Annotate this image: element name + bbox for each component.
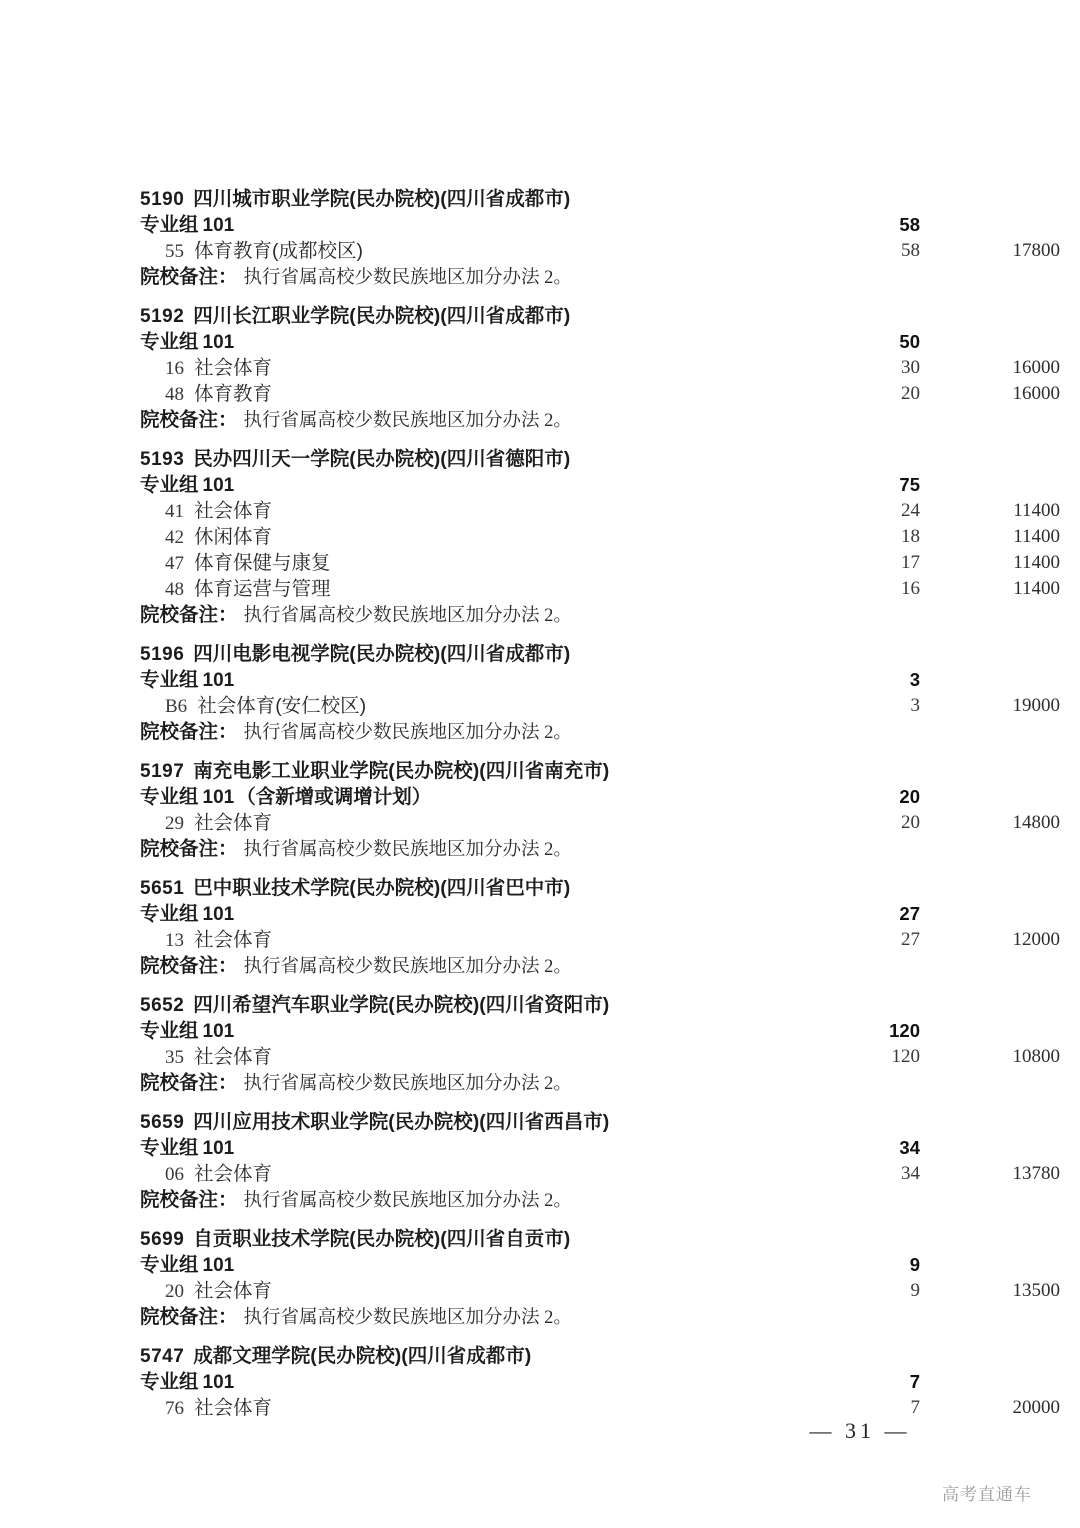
major-tuition-fee: 16000 bbox=[1012, 357, 1060, 378]
major-code: 42 bbox=[165, 527, 184, 548]
school-code: 5699 bbox=[140, 1229, 185, 1250]
major-row bbox=[140, 810, 1060, 836]
major-group-label: 专业组 bbox=[140, 903, 199, 925]
major-group-code: 101 bbox=[202, 1372, 235, 1393]
school-block bbox=[140, 1109, 1060, 1213]
major-group-row bbox=[140, 1135, 960, 1161]
school-block bbox=[140, 992, 1060, 1096]
major-plan-count: 18 bbox=[901, 526, 920, 547]
major-tuition-fee: 19000 bbox=[1012, 695, 1060, 716]
major-plan-count: 3 bbox=[910, 695, 920, 716]
group-total-plan: 20 bbox=[899, 786, 920, 807]
major-group-label: 专业组 bbox=[140, 474, 199, 496]
school-code: 5659 bbox=[140, 1112, 185, 1133]
major-plan-count: 58 bbox=[901, 240, 920, 261]
major-tuition-fee: 10800 bbox=[1012, 1046, 1060, 1067]
group-total-plan: 34 bbox=[899, 1137, 920, 1158]
school-header bbox=[140, 186, 960, 212]
major-tuition-fee: 11400 bbox=[1013, 552, 1060, 573]
major-code: 20 bbox=[165, 1281, 184, 1302]
major-code: 48 bbox=[165, 579, 184, 600]
major-group-code: 101 bbox=[202, 215, 235, 236]
school-header bbox=[140, 875, 960, 901]
major-group-code: 101 bbox=[202, 670, 235, 691]
major-group-label: 专业组 bbox=[140, 786, 199, 808]
group-total-plan: 9 bbox=[909, 1254, 920, 1275]
school-remark-text: 执行省属高校少数民族地区加分办法 2。 bbox=[243, 1074, 572, 1094]
school-block bbox=[140, 186, 1060, 290]
major-code: 13 bbox=[165, 930, 184, 951]
major-plan-count: 17 bbox=[901, 552, 920, 573]
school-remark-text: 执行省属高校少数民族地区加分办法 2。 bbox=[243, 723, 572, 743]
major-group-row bbox=[140, 329, 960, 355]
school-code: 5192 bbox=[140, 306, 185, 327]
school-remark-text: 执行省属高校少数民族地区加分办法 2。 bbox=[243, 840, 572, 860]
major-plan-count: 7 bbox=[910, 1397, 920, 1418]
group-total-plan: 120 bbox=[889, 1020, 920, 1041]
school-block bbox=[140, 875, 1060, 979]
major-name: 社会体育 bbox=[194, 500, 273, 522]
major-tuition-fee: 14800 bbox=[1012, 812, 1060, 833]
school-remark-row bbox=[140, 1187, 960, 1213]
major-code: 29 bbox=[165, 813, 184, 834]
major-tuition-fee: 20000 bbox=[1012, 1397, 1060, 1418]
school-remark-label: 院校备注： bbox=[140, 604, 238, 626]
school-block bbox=[140, 1343, 1060, 1421]
major-group-code: 101 bbox=[202, 787, 235, 808]
school-header bbox=[140, 992, 960, 1018]
major-row bbox=[140, 1278, 1060, 1304]
major-name: 社会体育 bbox=[194, 1046, 273, 1068]
major-name: 社会体育 bbox=[194, 812, 273, 834]
school-name: 成都文理学院(民办院校)(四川省成都市) bbox=[193, 1345, 532, 1367]
major-name: 体育教育 bbox=[194, 383, 273, 405]
school-remark-row bbox=[140, 1070, 960, 1096]
group-total-plan: 7 bbox=[909, 1371, 920, 1392]
major-tuition-fee: 11400 bbox=[1013, 578, 1060, 599]
school-name: 四川应用技术职业学院(民办院校)(四川省西昌市) bbox=[193, 1111, 610, 1133]
group-total-plan: 3 bbox=[909, 669, 920, 690]
major-plan-count: 27 bbox=[901, 929, 920, 950]
group-total-plan: 50 bbox=[899, 331, 920, 352]
major-group-row bbox=[140, 784, 960, 810]
school-code: 5190 bbox=[140, 189, 185, 210]
school-header bbox=[140, 758, 960, 784]
major-group-note: （含新增或调增计划） bbox=[236, 786, 432, 808]
major-group-code: 101 bbox=[202, 1138, 235, 1159]
major-group-code: 101 bbox=[202, 1255, 235, 1276]
school-code: 5193 bbox=[140, 449, 185, 470]
major-name: 社会体育 bbox=[194, 1397, 273, 1419]
school-remark-row bbox=[140, 407, 960, 433]
school-header bbox=[140, 446, 960, 472]
major-plan-count: 9 bbox=[910, 1280, 920, 1301]
school-remark-row bbox=[140, 836, 960, 862]
major-name: 体育教育(成都校区) bbox=[194, 240, 363, 262]
major-row bbox=[140, 550, 1060, 576]
major-group-label: 专业组 bbox=[140, 1020, 199, 1042]
school-remark-text: 执行省属高校少数民族地区加分办法 2。 bbox=[243, 268, 572, 288]
major-group-row bbox=[140, 1018, 960, 1044]
school-header bbox=[140, 641, 960, 667]
major-name: 社会体育 bbox=[194, 1163, 273, 1185]
major-tuition-fee: 11400 bbox=[1013, 500, 1060, 521]
major-row bbox=[140, 238, 1060, 264]
school-name: 民办四川天一学院(民办院校)(四川省德阳市) bbox=[193, 448, 571, 470]
school-remark-label: 院校备注： bbox=[140, 955, 238, 977]
major-group-label: 专业组 bbox=[140, 331, 199, 353]
school-remark-label: 院校备注： bbox=[140, 266, 238, 288]
school-code: 5747 bbox=[140, 1346, 185, 1367]
school-name: 四川城市职业学院(民办院校)(四川省成都市) bbox=[193, 188, 571, 210]
major-group-code: 101 bbox=[202, 332, 235, 353]
major-group-row bbox=[140, 1252, 960, 1278]
school-remark-text: 执行省属高校少数民族地区加分办法 2。 bbox=[243, 957, 572, 977]
major-name: 社会体育 bbox=[194, 929, 273, 951]
school-remark-label: 院校备注： bbox=[140, 1189, 238, 1211]
major-row bbox=[140, 355, 1060, 381]
school-remark-text: 执行省属高校少数民族地区加分办法 2。 bbox=[243, 1308, 572, 1328]
major-plan-count: 120 bbox=[891, 1046, 920, 1067]
school-remark-row bbox=[140, 264, 960, 290]
major-tuition-fee: 13780 bbox=[1012, 1163, 1060, 1184]
major-tuition-fee: 11400 bbox=[1013, 526, 1060, 547]
major-group-row bbox=[140, 212, 960, 238]
school-code: 5652 bbox=[140, 995, 185, 1016]
school-remark-text: 执行省属高校少数民族地区加分办法 2。 bbox=[243, 606, 572, 626]
major-row bbox=[140, 498, 1060, 524]
school-name: 四川长江职业学院(民办院校)(四川省成都市) bbox=[193, 305, 571, 327]
major-code: 55 bbox=[165, 241, 184, 262]
school-remark-row bbox=[140, 1304, 960, 1330]
school-remark-row bbox=[140, 602, 960, 628]
school-name: 巴中职业技术学院(民办院校)(四川省巴中市) bbox=[193, 877, 571, 899]
major-row bbox=[140, 1044, 1060, 1070]
school-remark-label: 院校备注： bbox=[140, 721, 238, 743]
school-block bbox=[140, 303, 1060, 433]
school-block bbox=[140, 758, 1060, 862]
watermark: 高考直通车 bbox=[942, 1485, 1032, 1504]
school-name: 自贡职业技术学院(民办院校)(四川省自贡市) bbox=[193, 1228, 571, 1250]
major-plan-count: 20 bbox=[901, 812, 920, 833]
major-tuition-fee: 12000 bbox=[1012, 929, 1060, 950]
major-group-label: 专业组 bbox=[140, 1254, 199, 1276]
major-plan-count: 34 bbox=[901, 1163, 920, 1184]
group-total-plan: 58 bbox=[899, 214, 920, 235]
major-tuition-fee: 17800 bbox=[1012, 240, 1060, 261]
major-name: 体育运营与管理 bbox=[194, 578, 331, 600]
major-group-label: 专业组 bbox=[140, 214, 199, 236]
school-block bbox=[140, 641, 1060, 745]
group-total-plan: 75 bbox=[899, 474, 920, 495]
major-code: 41 bbox=[165, 501, 184, 522]
school-header bbox=[140, 1226, 960, 1252]
major-code: 35 bbox=[165, 1047, 184, 1068]
school-remark-label: 院校备注： bbox=[140, 1306, 238, 1328]
school-remark-text: 执行省属高校少数民族地区加分办法 2。 bbox=[243, 1191, 572, 1211]
major-code: 16 bbox=[165, 358, 184, 379]
school-remark-label: 院校备注： bbox=[140, 409, 238, 431]
major-code: 06 bbox=[165, 1164, 184, 1185]
major-row bbox=[140, 927, 1060, 953]
major-name: 社会体育(安仁校区) bbox=[197, 695, 367, 717]
major-plan-count: 24 bbox=[901, 500, 920, 521]
school-remark-label: 院校备注： bbox=[140, 1072, 238, 1094]
major-code: B6 bbox=[165, 696, 188, 717]
school-block bbox=[140, 446, 1060, 628]
group-total-plan: 27 bbox=[899, 903, 920, 924]
major-row bbox=[140, 693, 1060, 719]
major-group-label: 专业组 bbox=[140, 1137, 199, 1159]
school-header bbox=[140, 1109, 960, 1135]
major-code: 76 bbox=[165, 1398, 184, 1419]
school-name: 四川电影电视学院(民办院校)(四川省成都市) bbox=[193, 643, 571, 665]
major-name: 社会体育 bbox=[194, 357, 273, 379]
major-name: 休闲体育 bbox=[194, 526, 273, 548]
major-plan-count: 16 bbox=[901, 578, 920, 599]
school-header bbox=[140, 1343, 960, 1369]
major-group-code: 101 bbox=[202, 904, 235, 925]
major-group-code: 101 bbox=[202, 1021, 235, 1042]
major-group-row bbox=[140, 1369, 960, 1395]
major-group-code: 101 bbox=[202, 475, 235, 496]
school-header bbox=[140, 303, 960, 329]
school-name: 四川希望汽车职业学院(民办院校)(四川省资阳市) bbox=[193, 994, 610, 1016]
school-block bbox=[140, 1226, 1060, 1330]
school-name: 南充电影工业职业学院(民办院校)(四川省南充市) bbox=[193, 760, 610, 782]
major-group-row bbox=[140, 472, 960, 498]
major-group-label: 专业组 bbox=[140, 1371, 199, 1393]
major-code: 47 bbox=[165, 553, 184, 574]
major-name: 社会体育 bbox=[194, 1280, 273, 1302]
major-group-label: 专业组 bbox=[140, 669, 199, 691]
school-code: 5196 bbox=[140, 644, 185, 665]
major-plan-count: 30 bbox=[901, 357, 920, 378]
major-code: 48 bbox=[165, 384, 184, 405]
school-remark-row bbox=[140, 953, 960, 979]
major-tuition-fee: 13500 bbox=[1012, 1280, 1060, 1301]
major-name: 体育保健与康复 bbox=[194, 552, 331, 574]
page-number: — 31 — bbox=[809, 1418, 911, 1443]
major-group-row bbox=[140, 667, 960, 693]
major-group-row bbox=[140, 901, 960, 927]
major-row bbox=[140, 576, 1060, 602]
school-remark-row bbox=[140, 719, 960, 745]
plan-listing bbox=[140, 186, 1060, 1434]
school-remark-label: 院校备注： bbox=[140, 838, 238, 860]
major-row bbox=[140, 381, 1060, 407]
major-row bbox=[140, 1161, 1060, 1187]
school-remark-text: 执行省属高校少数民族地区加分办法 2。 bbox=[243, 411, 572, 431]
major-tuition-fee: 16000 bbox=[1012, 383, 1060, 404]
school-code: 5651 bbox=[140, 878, 185, 899]
school-code: 5197 bbox=[140, 761, 185, 782]
major-row bbox=[140, 524, 1060, 550]
major-plan-count: 20 bbox=[901, 383, 920, 404]
